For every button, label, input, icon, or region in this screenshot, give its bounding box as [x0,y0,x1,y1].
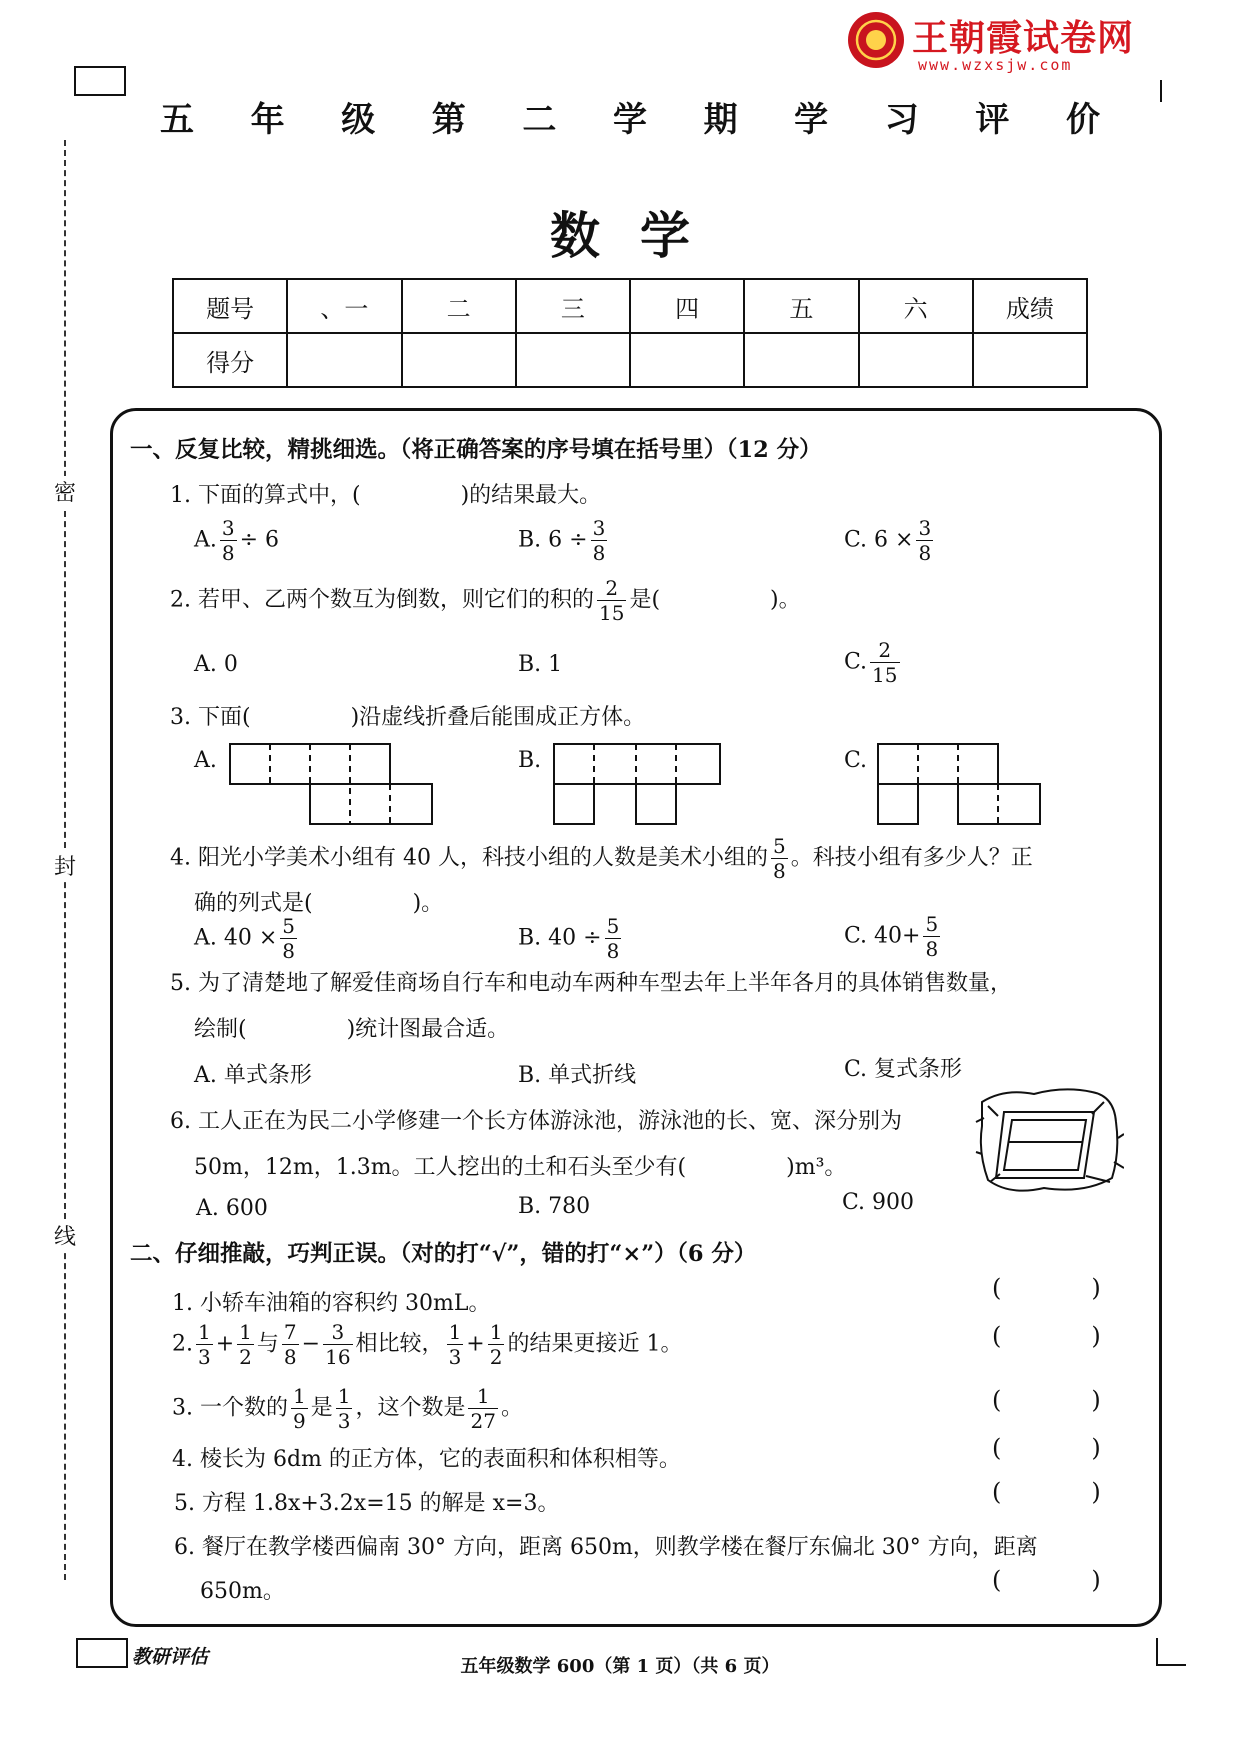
corner-mark-top-right [1160,80,1184,102]
title-char: 评 [975,100,1010,140]
fraction: $\frac{7}{8}$ [283,1320,297,1369]
fraction: $\frac{3}{8}$ [592,516,606,565]
seal-label-xian: 线 [48,1220,82,1251]
seal-label-feng: 封 [48,850,82,881]
q2-option-c[interactable]: C. $\frac{2}{15}$ [844,638,898,687]
question-4: 4. 阳光小学美术小组有 40 人，科技小组的人数是美术小组的 $\frac{5}{8}$ 。科技小组有多少人？正 [170,834,1033,883]
q2-option-a[interactable]: A. 0 [194,652,238,677]
fraction: $\frac{1}{3}$ [448,1320,462,1369]
judgement-box-5[interactable]: ( ) [992,1478,1101,1506]
statement-5: 5. 方程 1.8x+3.2x=15 的解是 x=3。 [174,1491,560,1516]
question-3: 3. 下面( )沿虚线折叠后能围成正方体。 [170,705,646,730]
score-cell: 四 [630,279,744,333]
question-6-line2: 50m，12m，1.3m。工人挖出的土和石头至少有( )m³。 [194,1155,847,1180]
fraction: $\frac{1}{27}$ [470,1384,496,1433]
fraction: $\frac{5}{8}$ [925,912,939,961]
fraction: $\frac{5}{8}$ [282,914,296,963]
q4-option-b[interactable]: B. 40 ÷ $\frac{5}{8}$ [518,914,620,963]
question-2: 2. 若甲、乙两个数互为倒数，则它们的积的 $\frac{2}{15}$ 是( )。 [170,576,801,625]
q6-option-b[interactable]: B. 780 [518,1194,591,1219]
title-char: 第 [431,100,466,140]
seal-icon [848,12,904,68]
title-char: 级 [341,100,376,140]
fraction: $\frac{1}{3}$ [198,1320,211,1369]
score-cell: 二 [402,279,516,333]
score-cell: 三 [516,279,630,333]
logo-badge-icon [848,12,904,68]
subject-title: 数学 [550,206,730,265]
question-4-line2: 确的列式是( )。 [194,891,444,916]
fraction: $\frac{1}{9}$ [292,1384,306,1433]
score-input-cell[interactable] [744,333,858,387]
q1-option-b[interactable]: B. 6 ÷ $\frac{3}{8}$ [518,516,606,565]
site-logo [848,12,1178,78]
score-table-score-row [173,333,1087,387]
question-6: 6. 工人正在为民二小学修建一个长方体游泳池，游泳池的长、宽、深分别为 [170,1109,902,1134]
fraction: $\frac{1}{3}$ [337,1384,351,1433]
q6-option-a[interactable]: A. 600 [196,1196,268,1221]
fraction: $\frac{1}{2}$ [239,1320,252,1369]
score-input-cell[interactable] [287,333,401,387]
score-cell: 、一 [287,279,401,333]
swimming-pool-illustration [974,1082,1124,1202]
fraction: $\frac{5}{8}$ [606,914,620,963]
q5-option-a[interactable]: A. 单式条形 [194,1063,312,1088]
logo-url: www.wzxsjw.com [918,56,1073,74]
fraction: $\frac{3}{8}$ [918,516,932,565]
judgement-box-4[interactable]: ( ) [992,1434,1101,1462]
question-1: 1. 下面的算式中，( )的结果最大。 [170,483,602,508]
seal-label-mi: 密 [48,476,82,507]
q2-option-b[interactable]: B. 1 [518,652,563,677]
q1-option-c[interactable]: C. 6 × $\frac{3}{8}$ [844,516,932,565]
statement-4: 4. 棱长为 6dm 的正方体，它的表面积和体积相等。 [172,1447,681,1472]
score-input-cell[interactable] [859,333,973,387]
judgement-box-6[interactable]: ( ) [992,1566,1101,1594]
score-input-cell[interactable] [973,333,1087,387]
score-cell: 得分 [173,333,287,387]
score-input-cell[interactable] [630,333,744,387]
title-char: 习 [884,100,919,140]
fraction: $\frac{2}{15}$ [599,576,625,625]
fraction: $\frac{3}{8}$ [221,516,235,565]
section2-heading: 二、仔细推敲，巧判正误。（对的打“√”，错的打“×”）（6 分） [130,1241,757,1267]
judgement-box-1[interactable]: ( ) [992,1274,1101,1302]
corner-mark-top-left [74,66,126,96]
score-cell: 题号 [173,279,287,333]
q3-option-b-label[interactable]: B. [518,748,542,773]
footer-page-info: 五年级数学 600（第 1 页）（共 6 页） [460,1656,780,1677]
statement-3: 3. 一个数的 $\frac{1}{9}$ 是 $\frac{1}{3}$ ，这个数是 $\frac{1}{27}$ 。 [172,1384,523,1433]
score-input-cell[interactable] [516,333,630,387]
judgement-box-3[interactable]: ( ) [992,1386,1101,1414]
statement-6: 6. 餐厅在教学楼西偏南 30° 方向，距离 650m，则教学楼在餐厅东偏北 30° 方向，距离 [174,1535,1038,1560]
title-char: 年 [250,100,285,140]
q4-option-a[interactable]: A. 40 × $\frac{5}{8}$ [194,914,296,963]
score-input-cell[interactable] [402,333,516,387]
fraction: $\frac{3}{16}$ [325,1320,351,1369]
title-char: 价 [1065,100,1100,140]
title-char: 学 [794,100,829,140]
q1-option-a[interactable]: A. $\frac{3}{8}$ ÷ 6 [194,516,280,565]
score-cell: 五 [744,279,858,333]
cube-net-c[interactable] [876,742,1044,828]
cube-net-b[interactable] [552,742,724,828]
exam-title [160,92,1100,141]
score-table-header-row [173,279,1087,333]
q5-option-c[interactable]: C. 复式条形 [844,1057,963,1082]
statement-1: 1. 小轿车油箱的容积约 30mL。 [172,1291,491,1316]
q3-option-a-label[interactable]: A. [194,748,217,773]
title-char: 学 [612,100,647,140]
title-char: 五 [160,100,194,140]
q3-option-c-label[interactable]: C. [844,748,868,773]
logo-name: 王朝霞试卷网 [912,18,1135,59]
fraction: $\frac{1}{2}$ [489,1320,503,1369]
fraction: $\frac{2}{15}$ [872,638,898,687]
score-cell: 成绩 [973,279,1087,333]
fraction: $\frac{5}{8}$ [772,834,786,883]
q5-option-b[interactable]: B. 单式折线 [518,1063,637,1088]
footer-publisher: 教研评估 [132,1646,209,1668]
q4-option-c[interactable]: C. 40+ $\frac{5}{8}$ [844,912,939,961]
judgement-box-2[interactable]: ( ) [992,1322,1101,1350]
statement-2: 2. $\frac{1}{3}$ + $\frac{1}{2}$ 与 $\frac{7}{8}$ − $\frac{3}{16}$ 相比较， $\frac{1}{3}$ + $\frac{1}{2}$ 的结果更接近 1。 [172,1320,683,1369]
title-char: 期 [703,100,738,140]
score-cell: 六 [859,279,973,333]
q6-option-c[interactable]: C. 900 [842,1190,915,1215]
question-5-line2: 绘制( )统计图最合适。 [194,1017,510,1042]
cube-net-a[interactable] [228,742,438,828]
title-char: 二 [522,100,557,140]
section1-heading: 一、反复比较，精挑细选。（将正确答案的序号填在括号里）（12 分） [130,437,822,463]
score-table [172,278,1088,388]
statement-6-line2: 650m。 [200,1579,285,1604]
question-5: 5. 为了清楚地了解爱佳商场自行车和电动车两种车型去年上半年各月的具体销售数量， [170,971,1012,996]
